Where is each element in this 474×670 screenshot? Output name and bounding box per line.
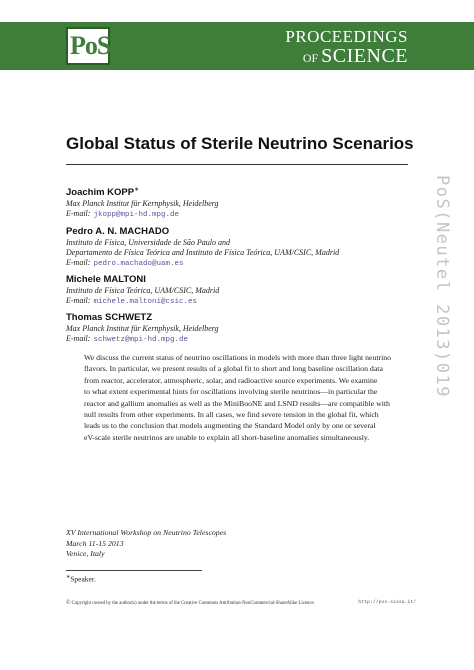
pos-logo-text: PoS: [70, 31, 111, 60]
title-rule: [66, 164, 408, 165]
abstract-line: leads us to the conclusion that models augmenting the Standard Model only by one or several: [84, 421, 376, 431]
side-identifier-text: PoS(Neutel 2013)019: [432, 175, 452, 398]
author-affiliation: Instituto de Física Teórica, UAM/CSIC, Madrid: [66, 286, 220, 295]
workshop-name: XV International Workshop on Neutrino Telescopes: [66, 528, 227, 537]
author-kopp: [66, 184, 219, 220]
of-label: OF: [302, 51, 319, 65]
author-email-row: [66, 296, 219, 307]
workshop-location: Venice, Italy: [66, 549, 105, 558]
paper-title: Global Status of Sterile Neutrino Scenarios: [66, 134, 414, 153]
author-email-row: [66, 209, 219, 220]
abstract: [84, 352, 394, 443]
author-email[interactable]: jkopp@mpi-hd.mpg.de: [93, 211, 179, 220]
abstract-line: null results from other experiments. In all cases, we find severe tension in the global fit, which: [84, 410, 379, 420]
footnote-mark: ∗: [66, 575, 71, 580]
author-maltoni: [66, 274, 219, 307]
author-email-row: [66, 258, 339, 269]
pos-url-link[interactable]: http://pos.sissa.it/: [358, 600, 416, 605]
footnote: [66, 574, 96, 584]
footnote-text: Speaker.: [70, 574, 96, 584]
email-label: E-mail:: [66, 296, 91, 305]
copyright-notice: [66, 600, 315, 606]
workshop-info: [66, 528, 226, 560]
author-affiliation: Max Planck Institut für Kernphysik, Heidelberg: [66, 199, 219, 209]
author-email[interactable]: michele.maltoni@csic.es: [93, 298, 197, 306]
author-affiliation: Departamento de Física Teórica and Instituto de Física Teórica, UAM/CSIC, Madrid: [66, 248, 340, 257]
copyright-icon: ©: [66, 600, 71, 606]
author-mark: ∗: [134, 187, 140, 193]
author-machado: [66, 226, 339, 269]
proceedings-label: PROCEEDINGS: [285, 27, 408, 46]
email-label: E-mail:: [66, 258, 91, 267]
footnote-rule: [66, 570, 202, 571]
abstract-line: reactor and gallium anomalies as well as the MiniBooNE and LSND results—are compatible with: [84, 398, 390, 408]
pos-logo: [66, 27, 110, 65]
email-label: E-mail:: [66, 209, 91, 219]
author-schwetz: [66, 312, 219, 345]
author-name: Thomas SCHWETZ: [66, 312, 153, 323]
author-name: Michele MALTONI: [66, 274, 146, 285]
author-email[interactable]: schwetz@mpi-hd.mpg.de: [93, 336, 188, 344]
workshop-date: March 11-15 2013: [66, 538, 124, 548]
author-email[interactable]: pedro.machado@uam.es: [93, 260, 184, 268]
abstract-line: We discuss the current status of neutrino oscillations in models with more than three light neutrino: [84, 353, 392, 362]
author-name: Pedro A. N. MACHADO: [66, 226, 170, 237]
of-science-label: [303, 46, 408, 68]
copyright-text: Copyright owned by the author(s) under the terms of the Creative Commons Attribution-NonCommercial-ShareAlike Licence.: [71, 601, 315, 606]
abstract-line: flavors. In particular, we present results of a global fit to short and long baseline oscillation data: [84, 364, 383, 374]
science-label: SCIENCE: [321, 45, 408, 67]
author-affiliation: Max Planck Institut für Kernphysik, Heidelberg: [66, 324, 219, 333]
email-label: E-mail:: [66, 334, 91, 343]
author-name: [66, 184, 219, 199]
author-email-row: [66, 334, 219, 345]
side-identifier: [428, 175, 454, 495]
abstract-line: from reactor, accelerator, atmospheric, solar, and radioactive source experiments. We examine: [84, 375, 378, 385]
abstract-line: eV-scale sterile neutrinos are unable to explain all short-baseline anomalies simultaneously.: [84, 432, 370, 442]
author-affiliation: Instituto de Física, Universidade de São Paulo and: [66, 238, 230, 247]
author-name-text: Joachim KOPP: [66, 187, 135, 199]
abstract-line: to what extent experimental hints for oscillations involving sterile neutrinos—in particular the: [84, 387, 378, 397]
